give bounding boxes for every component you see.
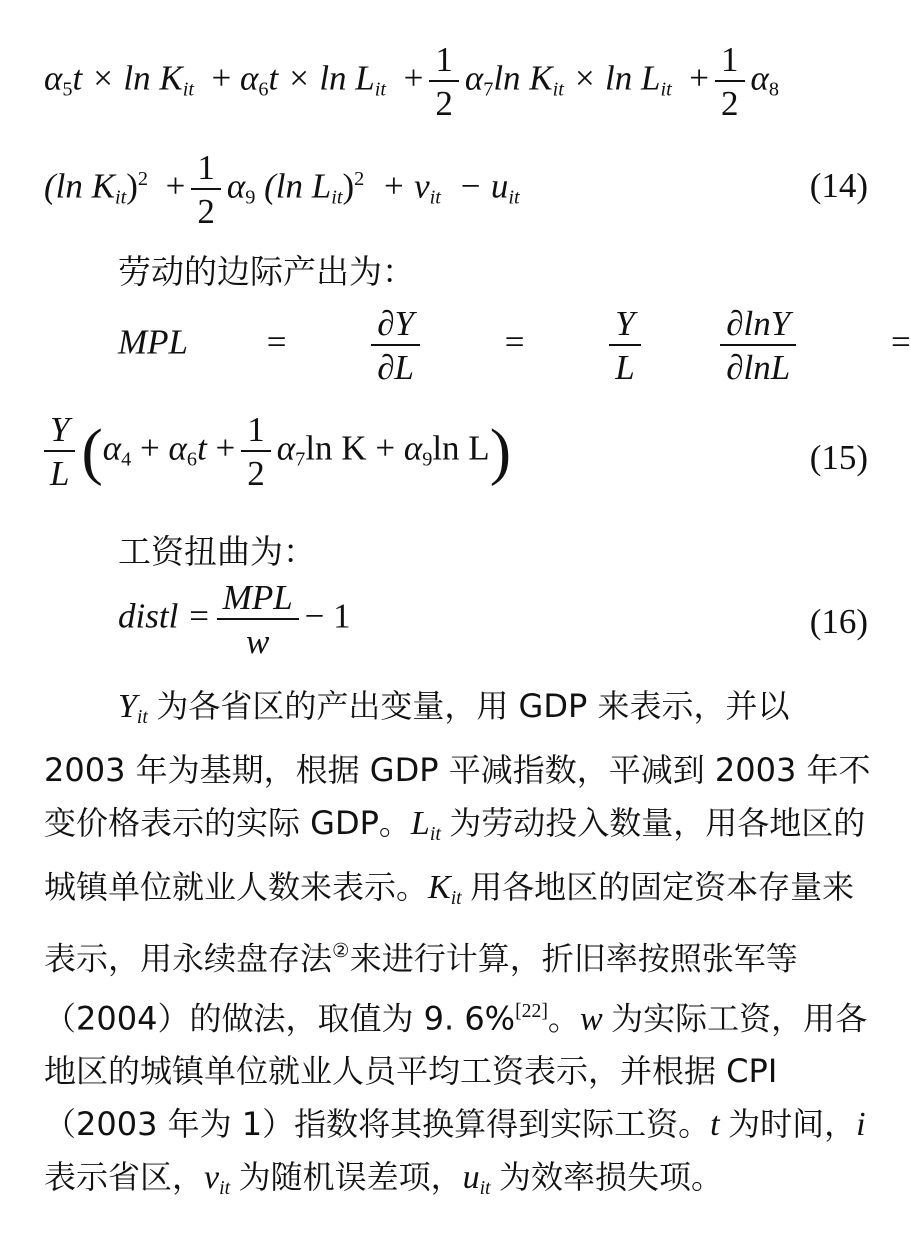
para-sentence-1: 为各省区的产出变量，用 GDP 来表示，并以 2003 年为基期，根据 GDP 平减指数，平减到 2003 年不变价格表示的实际 GDP。 [44, 687, 871, 842]
para-sentence-4: 来进行计算，折旧率按照张军等（2004）的做法，取值为 9. 6% [44, 939, 798, 1038]
eq15-lnK: ln K [305, 428, 367, 468]
equation-14-line-1: $\alpha_5t \times \ln K_{it} + \alpha_6t \times \ln L_{it}$ + $\frac{1}{2}$ $\alpha_7\ln$ $K_{it} \times \ln L_{it}$ + $\frac{1}{2}$ $\alpha_8$ [44, 40, 780, 123]
equation-number-16: (16) [809, 602, 868, 641]
para-sentence-2: 为劳动投入数量，用各地区的城镇单位就业人数来表示。 [44, 803, 866, 906]
citation-22: [22] [515, 1000, 548, 1023]
fraction-dlnY-dlnL: $\frac{\partial\ln Y}{\partial\ln L}$ [720, 306, 796, 385]
para-sentence-3: 用各地区的固定资本存量来表示，用永续盘存法 [44, 867, 855, 978]
label-distl: 工资扭曲为： [118, 532, 316, 571]
fraction-Y-L: $\frac{Y}{L}$ [609, 306, 640, 385]
equation-number-15: (15) [809, 438, 868, 477]
fraction-half: $\frac{1}{2}$ [191, 150, 221, 229]
eq16-rhs: − 1 [304, 596, 351, 636]
equation-number-14: (14) [809, 166, 868, 205]
label-mpl: 劳动的边际产出为： [118, 252, 415, 291]
variable-description-paragraph: $Y_{it}$ 为各省区的产出变量，用 GDP 来表示，并以 2003 年为基期，根据 GDP 平减指数，平减到 2003 年不变价格表示的实际 GDP。$L_{it}$ 为劳动投入数量，用各地区的城镇单位就业人数来表示。$K_{it}$ 用各地区的固定资本存量来表示，用永续盘存法②来进行计算，折旧率按照张军等（2004）的做法，取值为 9. 6%[22]。w 为实际工资，用各地区的城镇单位就业人员平均工资表示，并根据 CPI（2003 年为 1）指数将其换算得到实际工资。t 为时间，i 表示省区，$v_{it}$ 为随机误差项，$u_{it}$ 为效率损失项。 [44, 687, 871, 1200]
para-sentence-6: 为实际工资，用各地区的城镇单位就业人员平均工资表示，并根据 CPI（2003 年为 1）指数将其换算得到实际工资。 [44, 999, 868, 1144]
para-sentence-7: 为时间， [728, 1105, 857, 1144]
eq15-mpl: MPL [118, 322, 188, 362]
eq14-term-7: + v [381, 166, 430, 206]
eq14-term-6: (ln L [264, 166, 332, 206]
fraction-MPL-w: $\frac{\text{MPL}}{w}$ [217, 580, 299, 659]
eq15-lnL: ln L [432, 428, 490, 468]
eq14-term-3: ln K [493, 58, 553, 98]
fraction-Y-L-2: $\frac{Y}{L}$ [44, 412, 75, 491]
fraction-half: $\frac{1}{2}$ [429, 42, 459, 121]
fraction-half: $\frac{1}{2}$ [241, 412, 271, 491]
eq14-term-4: × ln L [572, 58, 661, 98]
equation-14-line-2: (ln $K_{it})^2$ + $\frac{1}{2}$ $\alpha_9$ (ln $L_{it})^2 + v_{it} - u_{it}$ [44, 148, 520, 231]
eq14-term-2: t × ln L [268, 58, 375, 98]
equation-15-line-1: MPL = $\frac{\partial Y}{\partial L}$ = $\frac{Y}{L}$ $\frac{\partial\ln Y}{\partial\ln L}$ = [118, 304, 911, 387]
para-sentence-10: 为效率损失项。 [499, 1158, 724, 1197]
eq14-term-8: − u [458, 166, 509, 206]
eq14-term-1: t × ln K [72, 58, 183, 98]
footnote-marker: ② [332, 939, 350, 962]
para-sentence-5: 。 [547, 999, 580, 1038]
eq14-term-5: (ln K [44, 166, 115, 206]
eq16-lhs: distl = [118, 596, 211, 636]
equation-15-line-2: $\frac{Y}{L}$ ($\alpha_4 + \alpha_6t$ + $\frac{1}{2}$ $\alpha_7\ln$ $K + \alpha_9\ln$ L) [44, 412, 872, 491]
fraction-dY-dL: $\frac{\partial Y}{\partial L}$ [371, 306, 420, 385]
para-sentence-9: 为随机误差项， [238, 1158, 463, 1197]
fraction-half: $\frac{1}{2}$ [715, 42, 745, 121]
equation-16 [118, 580, 872, 659]
para-sentence-8: 表示省区， [44, 1158, 205, 1197]
